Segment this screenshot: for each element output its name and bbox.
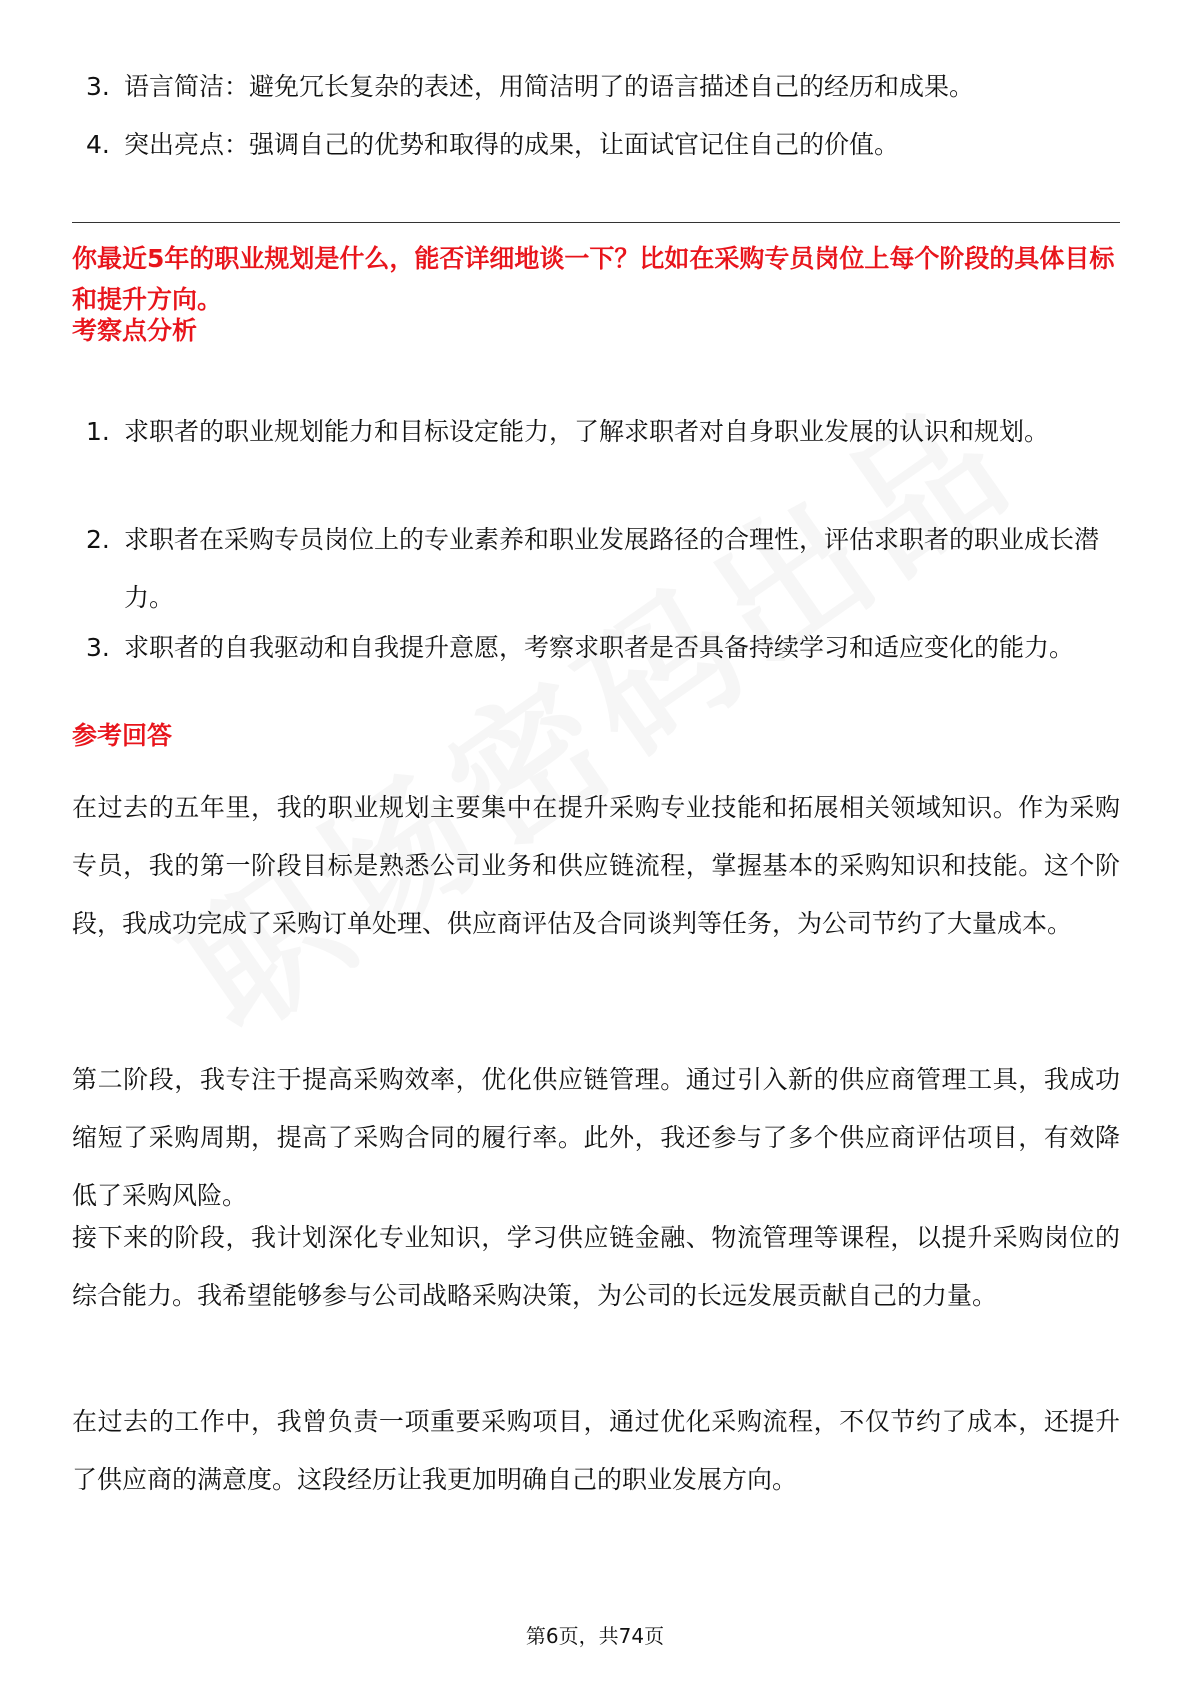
answer-paragraph: 在过去的五年里，我的职业规划主要集中在提升采购专业技能和拓展相关领域知识。作为采购专员，我的第一阶段目标是熟悉公司业务和供应链流程，掌握基本的采购知识和技能。这个阶段，我成功完成了采购订单处理、供应商评估及合同谈判等任务，为公司节约了大量成本。 bbox=[72, 793, 1120, 938]
section-divider bbox=[72, 222, 1120, 223]
list-text: 语言简洁：避免冗长复杂的表述，用简洁明了的语言描述自己的经历和成果。 bbox=[124, 72, 975, 101]
page-footer: 第6页，共74页 bbox=[525, 1624, 665, 1648]
list-item bbox=[72, 116, 1120, 174]
interview-question: 你最近5年的职业规划是什么，能否详细地谈一下？比如在采购专员岗位上每个阶段的具体目标和提升方向。 bbox=[72, 244, 1115, 314]
list-number: 1. bbox=[86, 417, 110, 446]
tips-list bbox=[72, 58, 1120, 174]
list-item bbox=[72, 619, 1120, 735]
answer-paragraph: 第二阶段，我专注于提高采购效率，优化供应链管理。通过引入新的供应商管理工具，我成功缩短了采购周期，提高了采购合同的履行率。此外，我还参与了多个供应商评估项目，有效降低了采购风险。 bbox=[72, 1065, 1120, 1210]
list-text: 求职者在采购专员岗位上的专业素养和职业发展路径的合理性，评估求职者的职业成长潜力。 bbox=[124, 525, 1100, 612]
list-item bbox=[72, 511, 1120, 627]
list-text: 突出亮点：强调自己的优势和取得的成果，让面试官记住自己的价值。 bbox=[124, 130, 900, 159]
answer-heading: 参考回答 bbox=[72, 721, 173, 750]
list-number: 3. bbox=[86, 633, 110, 662]
list-number: 4. bbox=[86, 130, 110, 159]
list-text: 求职者的职业规划能力和目标设定能力，了解求职者对自身职业发展的认识和规划。 bbox=[124, 417, 1050, 446]
list-text: 求职者的自我驱动和自我提升意愿，考察求职者是否具备持续学习和适应变化的能力。 bbox=[124, 633, 1075, 662]
answer-paragraph: 接下来的阶段，我计划深化专业知识，学习供应链金融、物流管理等课程，以提升采购岗位的综合能力。我希望能够参与公司战略采购决策，为公司的长远发展贡献自己的力量。 bbox=[72, 1223, 1120, 1310]
analysis-heading: 考察点分析 bbox=[72, 316, 198, 345]
list-number: 2. bbox=[86, 525, 110, 554]
analysis-list bbox=[72, 403, 1120, 735]
list-item bbox=[72, 403, 1120, 519]
answer-paragraph: 在过去的工作中，我曾负责一项重要采购项目，通过优化采购流程，不仅节约了成本，还提升了供应商的满意度。这段经历让我更加明确自己的职业发展方向。 bbox=[72, 1407, 1120, 1494]
list-item bbox=[72, 58, 1120, 116]
list-number: 3. bbox=[86, 72, 110, 101]
